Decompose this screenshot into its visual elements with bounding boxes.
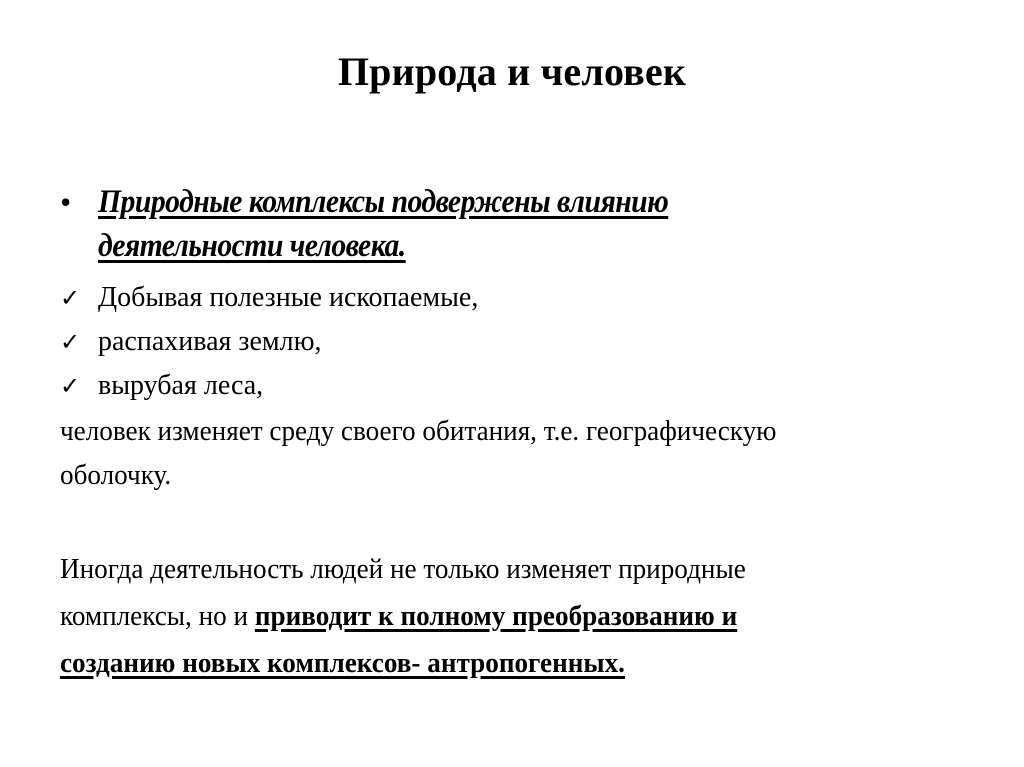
- paragraph-environment: [60, 410, 962, 498]
- check-icon: ✓: [60, 284, 81, 312]
- bullet-row-2: [60, 224, 960, 268]
- paragraph-2-emphasis: приводит к полному преобразованию и: [254, 601, 738, 632]
- bullet-text-line-2: деятельности человека.: [98, 228, 406, 264]
- bullet-text-line-1: Природные комплексы подвержены влиянию: [98, 184, 669, 220]
- main-bullet: [60, 180, 960, 268]
- check-item-label: Добывая полезные ископаемые,: [98, 282, 479, 313]
- paragraph-2-line-1: Иногда деятельность людей не только изменяет природные: [60, 554, 746, 585]
- check-item: [60, 276, 478, 320]
- check-list: [60, 276, 478, 408]
- bullet-row-1: [60, 180, 960, 224]
- check-item-label: вырубая леса,: [98, 370, 264, 401]
- check-icon: ✓: [60, 328, 81, 356]
- paragraph-1-line-1: человек изменяет среду своего обитания, т.е. географическую: [60, 416, 777, 447]
- bullet-dot-icon: •: [60, 184, 72, 220]
- paragraph-2-emphasis-cont: созданию новых комплексов- антропогенных.: [60, 648, 625, 679]
- check-icon: ✓: [60, 372, 81, 400]
- check-item: [60, 364, 478, 408]
- paragraph-anthropogenic: [60, 546, 933, 687]
- paragraph-2-plain-text: комплексы, но и: [60, 601, 255, 632]
- paragraph-2-line-2: [60, 593, 933, 640]
- check-item-label: распахивая землю,: [98, 326, 322, 357]
- check-item: [60, 320, 478, 364]
- paragraph-2-line-3: [60, 640, 933, 687]
- paragraph-1-line-2: оболочку.: [60, 460, 172, 491]
- slide-title: Природа и человек: [337, 49, 687, 94]
